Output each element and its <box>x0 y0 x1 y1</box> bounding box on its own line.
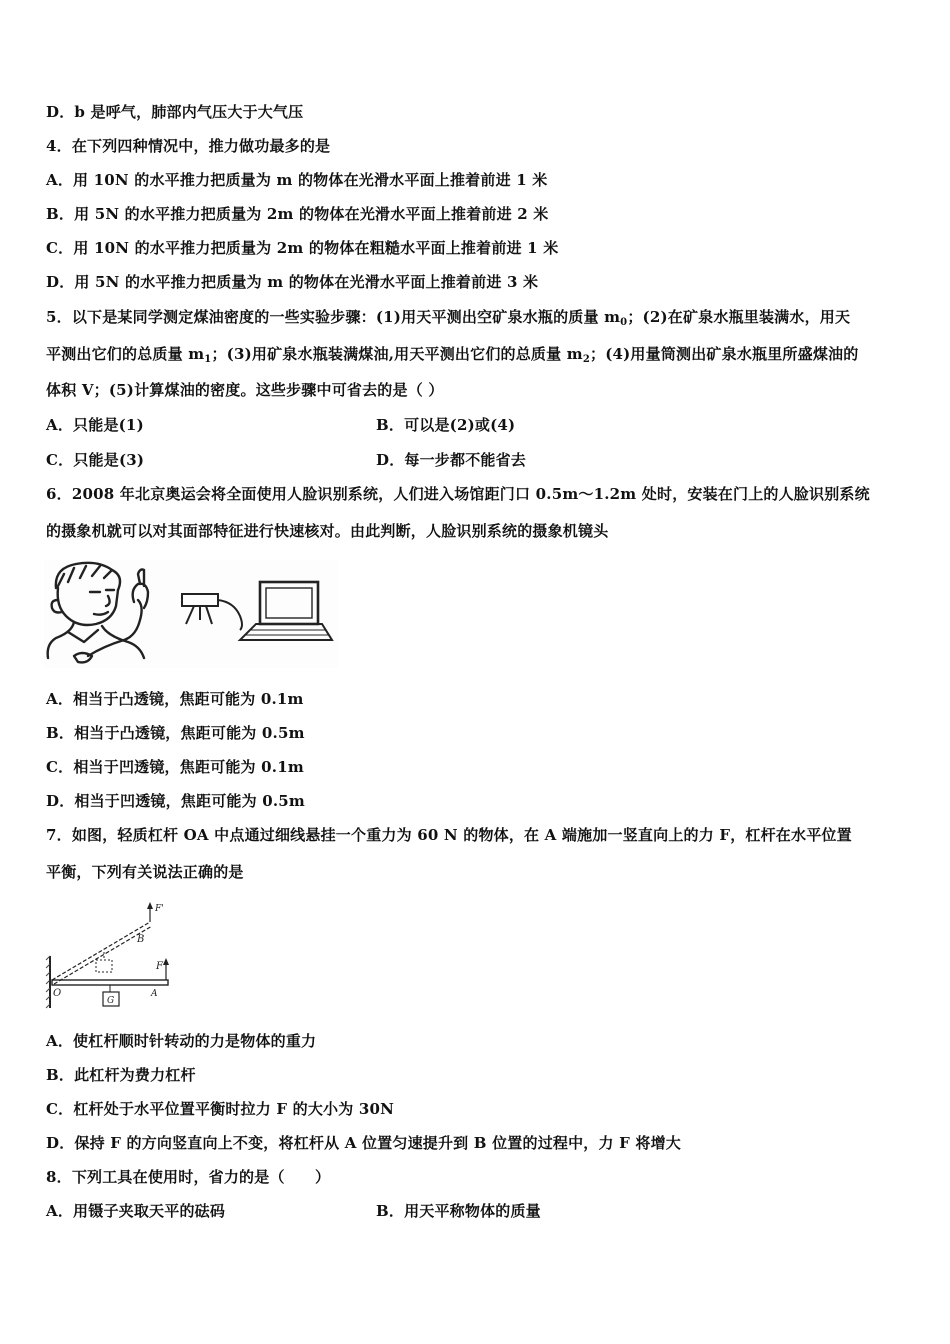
q7-option-d: D．保持 F 的方向竖直向上不变，将杠杆从 A 位置匀速提升到 B 位置的过程中，力 F 将增大 <box>46 1134 682 1152</box>
question-5-line-1: 5．以下是某同学测定煤油密度的一些实验步骤：(1)用天平测出空矿泉水瓶的质量 $m_0$；(2)在矿泉水瓶里装满水，用天 <box>46 308 851 328</box>
question-4-stem: 4．在下列四种情况中，推力做功最多的是 <box>46 137 331 155</box>
lever-diagram <box>44 898 178 1010</box>
q8-option-b: B．用天平称物体的质量 <box>376 1202 541 1220</box>
q5-option-c: C．只能是(3) <box>46 451 145 469</box>
q6-option-c: C．相当于凹透镜，焦距可能为 0.1m <box>46 758 304 776</box>
question-6-line-1: 6．2008 年北京奥运会将全面使用人脸识别系统，人们进入场馆距门口 0.5m～1.2m 处时，安装在门上的人脸识别系统 <box>46 485 870 503</box>
question-7-line-1: 7．如图，轻质杠杆 OA 中点通过细线悬挂一个重力为 60 N 的物体，在 A 端施加一竖直向上的力 F，杠杆在水平位置 <box>46 826 852 844</box>
q6-option-a: A．相当于凸透镜，焦距可能为 0.1m <box>46 690 304 708</box>
q6-option-d: D．相当于凹透镜，焦距可能为 0.5m <box>46 792 305 810</box>
q7-option-a: A．使杠杆顺时针转动的力是物体的重力 <box>46 1032 317 1050</box>
question-7-line-2: 平衡，下列有关说法正确的是 <box>46 863 244 881</box>
label-g: G <box>107 996 115 1006</box>
q5-option-a: A．只能是(1) <box>46 416 144 434</box>
q7-option-c: C．杠杆处于水平位置平衡时拉力 F 的大小为 30N <box>46 1100 395 1118</box>
label-f-prime: F' <box>155 904 164 914</box>
q7-option-b: B．此杠杆为费力杠杆 <box>46 1066 196 1084</box>
question-5-line-3: 体积 V；(5)计算煤油的密度。这些步骤中可省去的是（ ） <box>46 381 444 399</box>
question-8-stem: 8．下列工具在使用时，省力的是（ ） <box>46 1168 331 1186</box>
q4-option-d: D．用 5N 的水平推力把质量为 m 的物体在光滑水平面上推着前进 3 米 <box>46 273 539 291</box>
face-recognition-illustration <box>44 560 338 668</box>
question-6-line-2: 的摄象机就可以对其面部特征进行快速核对。由此判断，人脸识别系统的摄象机镜头 <box>46 522 609 540</box>
q4-option-c: C．用 10N 的水平推力把质量为 2m 的物体在粗糙水平面上推着前进 1 米 <box>46 239 559 257</box>
label-f: F <box>156 961 163 972</box>
q5-option-b: B．可以是(2)或(4) <box>376 416 516 434</box>
q5-option-d: D．每一步都不能省去 <box>376 451 527 469</box>
label-b: B <box>137 934 145 945</box>
q8-option-a: A．用镊子夹取天平的砝码 <box>46 1202 226 1220</box>
question-5-line-2: 平测出它们的总质量 $m_1$；(3)用矿泉水瓶装满煤油,用天平测出它们的总质量 $m_2$；(4)用量筒测出矿泉水瓶里所盛煤油的 <box>46 345 859 365</box>
q4-option-b: B．用 5N 的水平推力把质量为 2m 的物体在光滑水平面上推着前进 2 米 <box>46 205 549 223</box>
q6-option-b: B．相当于凸透镜，焦距可能为 0.5m <box>46 724 305 742</box>
option-d-prev: D．b 是呼气，肺部内气压大于大气压 <box>46 103 304 121</box>
label-a: A <box>151 989 158 999</box>
label-o: O <box>53 988 62 999</box>
q4-option-a: A．用 10N 的水平推力把质量为 m 的物体在光滑水平面上推着前进 1 米 <box>46 171 548 189</box>
